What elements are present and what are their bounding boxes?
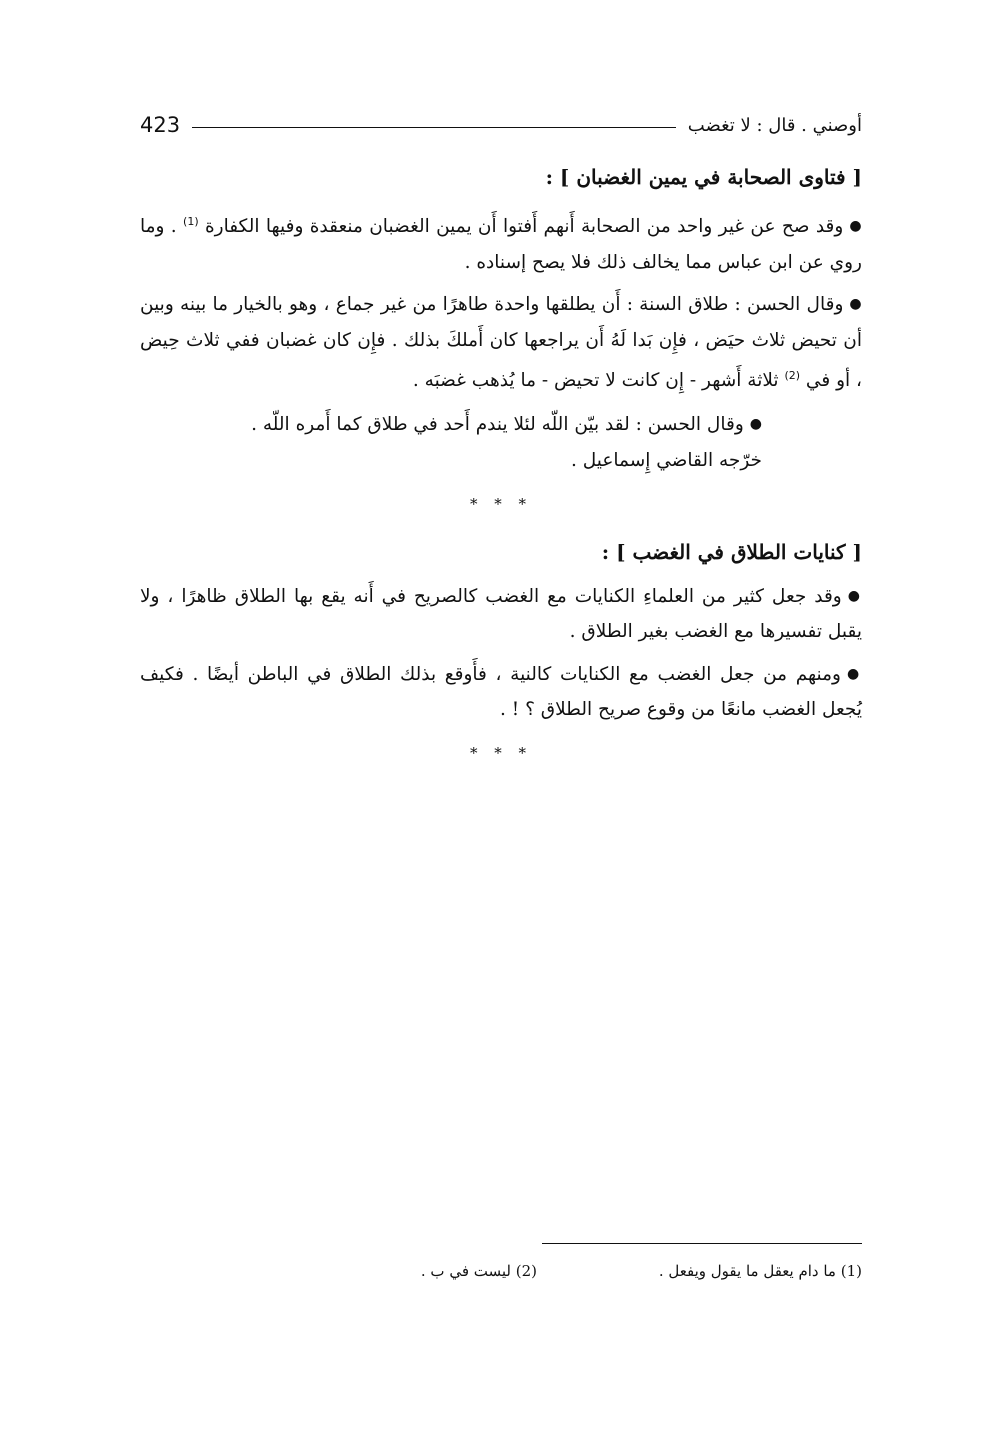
running-header [140, 108, 862, 142]
bullet-icon: ● [849, 218, 862, 235]
paragraph [140, 657, 862, 728]
paragraph-text: ثلاثة أَشهر - إِن كانت لا تحيض - ما يُذهب غضبَه . [412, 370, 779, 392]
attribution: خرّجه القاضي إِسماعيل . [570, 449, 762, 471]
paragraph-text: وقال الحسن : طلاق السنة : أَن يطلقها واحدة طاهرًا من غير جماع ، وهو بالخيار ما بينه وبين أن تحيض ثلاث حيَض ، فإِن بَدا لَهُ أَن يراجعها كان أَملكَ بذلك . فإِن كان غضبان ففي ثلاث حِيض ، أو في [140, 294, 862, 392]
page-number: 423 [140, 113, 181, 137]
bullet-icon: ● [847, 587, 863, 604]
footnote-rule [542, 1243, 862, 1244]
paragraph [140, 287, 862, 399]
footnote-1: (1) ما دام يعقل ما يقول ويفعل . [658, 1262, 862, 1280]
paragraph-text: . وما روي عن ابن عباس مما يخالف ذلك فلا يصح إسناده . [140, 216, 862, 273]
section-heading-companions-fatwas: [ فتاوى الصحابة في يمين الغضبان ] : [545, 165, 862, 189]
bullet-icon: ● [849, 296, 862, 313]
footnote-reference[interactable]: (1) [183, 215, 199, 228]
bullet-icon: ● [749, 415, 762, 432]
footnote-2: (2) ليست في ب . [420, 1262, 537, 1280]
paragraph [140, 579, 862, 650]
section-heading-divorce-allusions: [ كنايات الطلاق في الغضب ] : [601, 539, 862, 564]
main-content [140, 160, 862, 784]
bullet-icon: ● [847, 665, 862, 682]
paragraph-text: وقد جعل كثير من العلماءِ الكنايات مع الغضب كالصريح في أَنه يقع بها الطلاق ظاهرًا ، ولا يقبل تفسيرها مع الغضب بغير الطلاق . [140, 585, 862, 643]
footnote-reference[interactable]: (2) [784, 369, 801, 383]
footnotes [140, 1262, 862, 1292]
section-separator: * * * [469, 743, 533, 762]
paragraph [140, 204, 862, 280]
paragraph-text: ومنهم من جعل الغضب مع الكنايات كالنية ، فأَوقع بذلك الطلاق في الباطن أيضًا . فكيف يُجعل الغضب مانعًا من وقوع صريح الطلاق ؟ ! . [140, 663, 862, 721]
quote-text: وقال الحسن : لقد بيّن اللّه لئلا يندم أَحد في طلاق كما أَمره اللّه . [251, 413, 744, 435]
running-title: أوصني . قال : لا تغضب [687, 114, 862, 136]
section-separator: * * * [469, 494, 533, 513]
header-rule [192, 127, 676, 128]
paragraph-text: وقد صح عن غير واحد من الصحابة أَنهم أَفتوا أَن يمين الغضبان منعقدة وفيها الكفارة [204, 216, 844, 238]
quote-paragraph [140, 406, 862, 443]
